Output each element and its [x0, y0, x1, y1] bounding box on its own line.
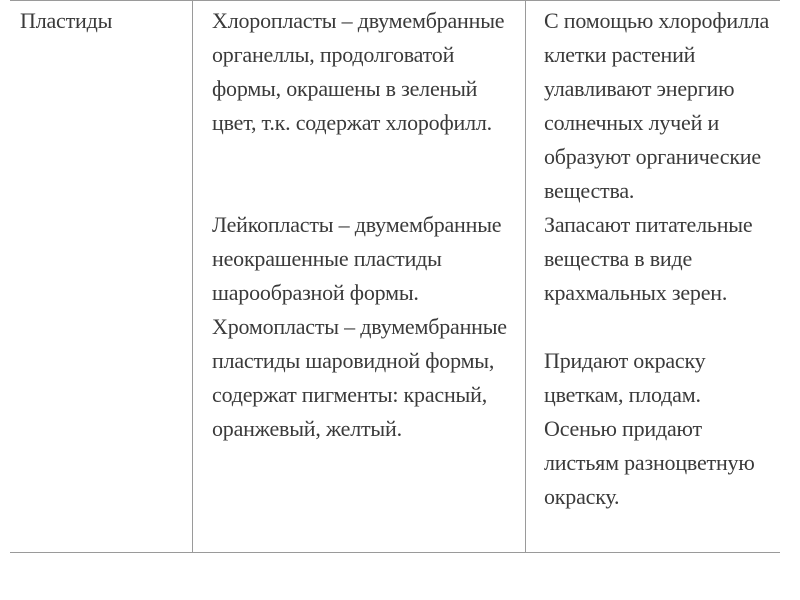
chromoplasts-description: Хромопласты – двумембранные пластиды шаровидной формы, содержат пигменты: красный, оранжевый, желтый.: [212, 314, 507, 441]
column-divider-1: [192, 0, 193, 553]
cell-plastid-functions: [544, 4, 784, 514]
leucoplasts-description: Лейкопласты – двумембранные неокрашенные пластиды шарообразной формы.: [212, 212, 502, 305]
spacer: [544, 310, 784, 344]
leucoplasts-function: Запасают питательные вещества в виде крахмальных зерен.: [544, 212, 753, 305]
cell-plastids-header: [20, 4, 190, 38]
table-top-border: [10, 0, 780, 1]
spacer: [212, 140, 530, 208]
chromoplasts-function: Придают окраску цветкам, плодам. Осенью придают листьям разноцветную окраску.: [544, 348, 755, 509]
plastids-table: [10, 0, 780, 553]
cell-plastid-types: [212, 4, 530, 446]
plastids-header-text: Пластиды: [20, 8, 113, 33]
chloroplasts-function: С помощью хлорофилла клетки растений улавливают энергию солнечных лучей и образуют органические вещества.: [544, 8, 770, 203]
chloroplasts-description: Хлоропласты – двумембранные органеллы, продолговатой формы, окрашены в зеленый цвет, т.к. содержат хлорофилл.: [212, 8, 505, 135]
